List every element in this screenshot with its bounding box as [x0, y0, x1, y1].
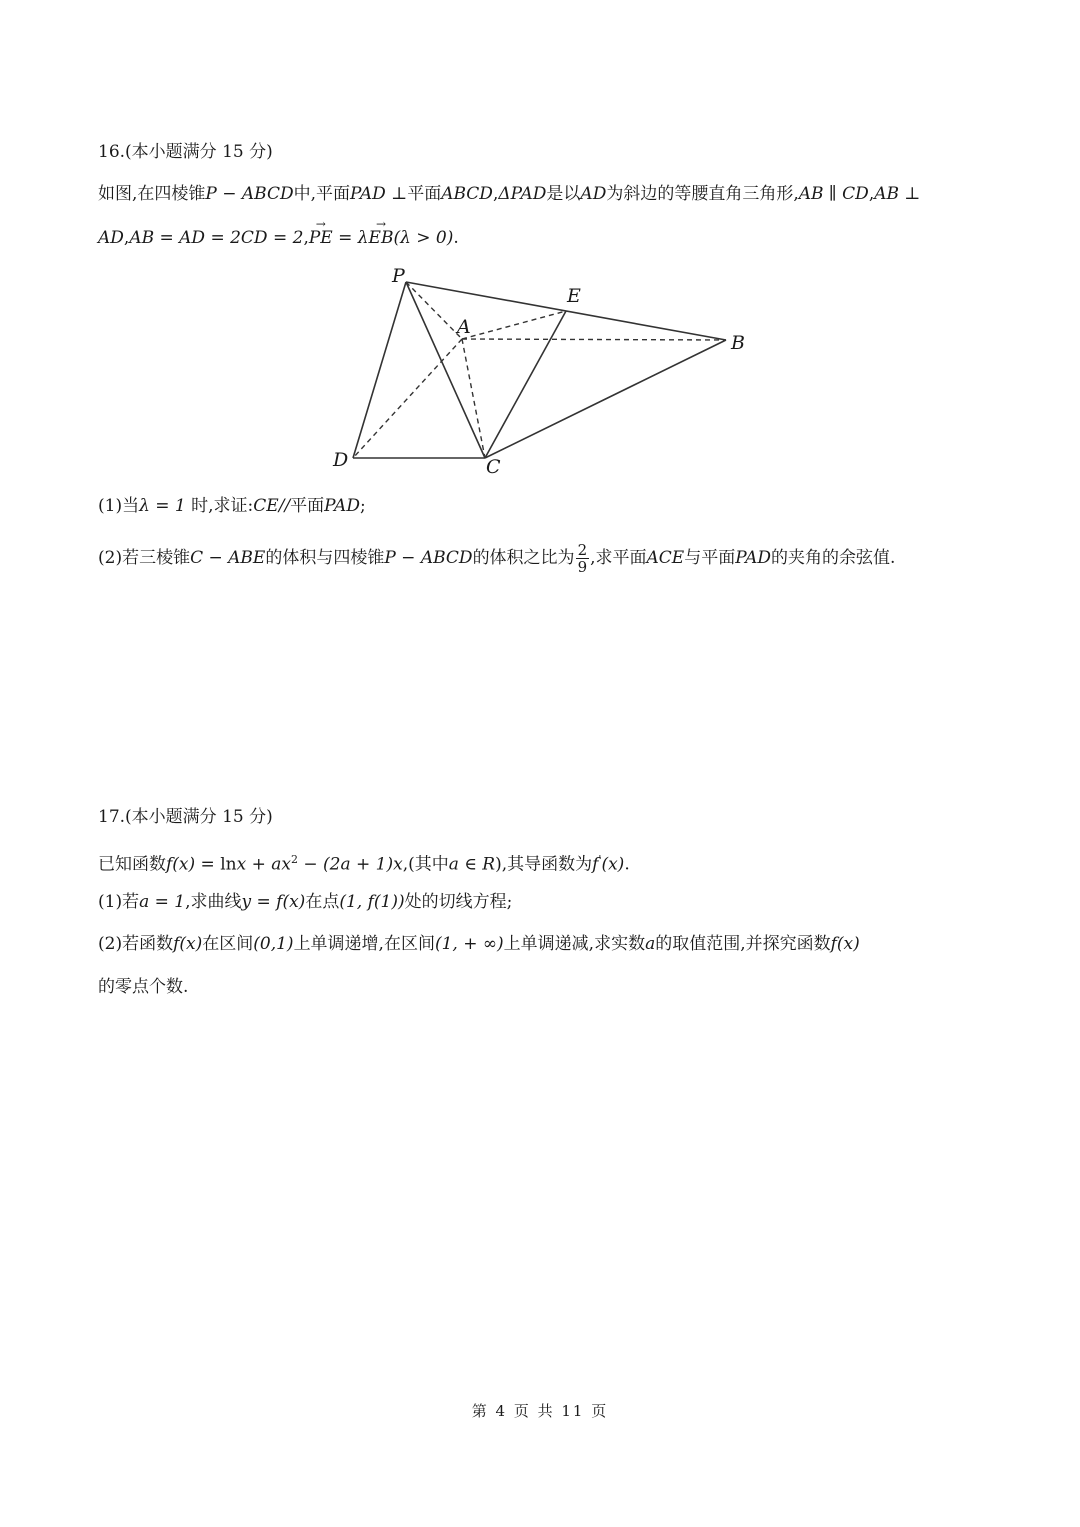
q16-header: 16.(本小题满分 15 分) [98, 142, 273, 162]
edge-ce [485, 311, 566, 458]
q17-p2-m4: a [645, 934, 656, 954]
page-footer: 第 4 页 共 11 页 [471, 1402, 609, 1420]
q16-p2-m1: C − ABE [190, 548, 266, 568]
label-c: C [486, 456, 501, 478]
edge-pc [406, 282, 485, 458]
q17-p1-t3: 在点 [305, 892, 340, 912]
q17-p2-m1: f(x) [173, 934, 203, 954]
q17-p2-t2: 在区间 [202, 934, 254, 954]
q16-p1-t2: 时,求证: [185, 496, 254, 516]
q17-l1-m5: f [592, 854, 599, 875]
edge-ac [462, 339, 485, 458]
q16-stem-line2 [98, 226, 459, 250]
q17-header: 17.(本小题满分 15 分) [98, 807, 273, 827]
q17-l1-t4: . [624, 854, 630, 875]
q17-part1 [98, 890, 512, 914]
edge-pd [353, 282, 406, 458]
q16-l1-t5: 是以 [546, 184, 581, 204]
edge-ad [353, 339, 462, 458]
label-d: D [333, 449, 349, 471]
q16-p2-m3: ACE [646, 548, 685, 568]
q16-l1-m6: AB ∥ CD [798, 184, 869, 204]
q16-p1-t3: 平面 [290, 496, 325, 516]
q16-l1-m2: PAD ⊥ [350, 184, 408, 204]
vector-eb: → EB [369, 226, 394, 250]
q17-l1-m1: f(x) = [166, 854, 221, 875]
q17-stem [98, 848, 630, 877]
q17-p1-m1: a = 1 [139, 892, 186, 912]
q17-p2-t4: 上单调递减,求实数 [503, 934, 646, 954]
edge-ab [462, 339, 726, 340]
q16-p2-t5: 与平面 [684, 548, 736, 568]
q16-p1-m2: CE// [253, 496, 291, 516]
q16-p2-t1: (2)若三棱锥 [98, 548, 191, 568]
q17-p2-t3: 上单调递增,在区间 [293, 934, 435, 954]
q17-p1-t2: ,求曲线 [185, 892, 242, 912]
vector-pe: → PE [309, 226, 333, 250]
q16-l1-m5: AD [580, 184, 607, 204]
pyramid-figure [0, 260, 1080, 480]
q16-l1-t7: , [868, 184, 875, 204]
q16-l1-m1: P − ABCD [205, 184, 294, 204]
q16-l2-m3: = λ [332, 228, 369, 248]
q17-l1-t2: ,(其中 [402, 854, 449, 875]
q16-l1-t4: , [492, 184, 499, 204]
q17-p1-t1: (1)若 [98, 892, 140, 912]
q16-p1-t4: ; [359, 496, 366, 516]
ratio-numerator: 2 [577, 541, 588, 559]
q16-l2-m4: (λ > 0) [393, 228, 454, 248]
q17-l1-m4: a ∈ R [448, 854, 496, 875]
label-b: B [731, 332, 745, 354]
q16-p1-m1: λ = 1 [139, 496, 186, 516]
q16-p2-t4: ,求平面 [590, 548, 647, 568]
label-a: A [457, 316, 471, 338]
q16-l1-t3: 平面 [407, 184, 442, 204]
q16-l2-t3: . [453, 228, 459, 248]
q16-l1-t2: 中,平面 [293, 184, 351, 204]
q16-p2-t6: 的夹角的余弦值. [771, 548, 896, 568]
q16-p1-m3: PAD [324, 496, 360, 516]
q16-part2 [98, 542, 895, 575]
q17-p1-t4: 处的切线方程; [404, 892, 513, 912]
q16-l2-m2: AB = AD = 2CD = 2 [129, 228, 304, 248]
ratio-fraction [576, 542, 590, 575]
q16-l1-m3: ABCD [441, 184, 493, 204]
q16-l1-m4: ΔPAD [498, 184, 547, 204]
q16-p2-t2: 的体积与四棱锥 [265, 548, 385, 568]
q17-p2-m5: f(x) [830, 934, 860, 954]
q16-l2-t1: , [123, 228, 130, 248]
q16-l1-t1: 如图,在四棱锥 [98, 184, 206, 204]
q17-p2-m3: (1, + ∞) [434, 934, 504, 954]
q16-stem-line1 [98, 182, 920, 206]
q16-l2-m1: AD [98, 228, 124, 248]
q16-l2-t2: , [303, 228, 309, 248]
label-p: P [392, 265, 405, 287]
q16-l1-t6: 为斜边的等腰直角三角形, [606, 184, 799, 204]
q17-part2 [98, 932, 860, 956]
edge-cb [485, 340, 726, 458]
q17-p1-m3: (1, f(1)) [339, 892, 405, 912]
q17-part2-cont: 的零点个数. [98, 977, 189, 997]
q16-p2-t3: 的体积之比为 [472, 548, 575, 568]
q17-l1-t1: 已知函数 [98, 854, 166, 875]
q16-p2-m2: P − ABCD [384, 548, 473, 568]
q17-l1-prime: ' [598, 853, 602, 866]
q17-p1-m2: y = f(x) [241, 892, 306, 912]
q17-l1-m3: − (2a + 1)x [297, 854, 403, 875]
q16-p2-m4: PAD [735, 548, 772, 568]
q16-p1-t1: (1)当 [98, 496, 140, 516]
q16-l1-m7: AB ⊥ [874, 184, 921, 204]
q17-l1-m6: (x) [601, 854, 625, 875]
q17-l1-ln: ln [220, 854, 237, 875]
ratio-denominator: 9 [577, 558, 588, 576]
q17-l1-t3: ),其导函数为 [495, 854, 593, 875]
q17-l1-m2: x + ax [236, 854, 291, 875]
q17-p2-m2: (0,1) [253, 934, 294, 954]
q17-p2-t1: (2)若函数 [98, 934, 174, 954]
q17-l1-sup: 2 [290, 853, 298, 866]
q16-part1 [98, 494, 366, 518]
edge-ae [462, 311, 566, 339]
label-e: E [567, 285, 581, 307]
q17-p2-t5: 的取值范围,并探究函数 [655, 934, 831, 954]
